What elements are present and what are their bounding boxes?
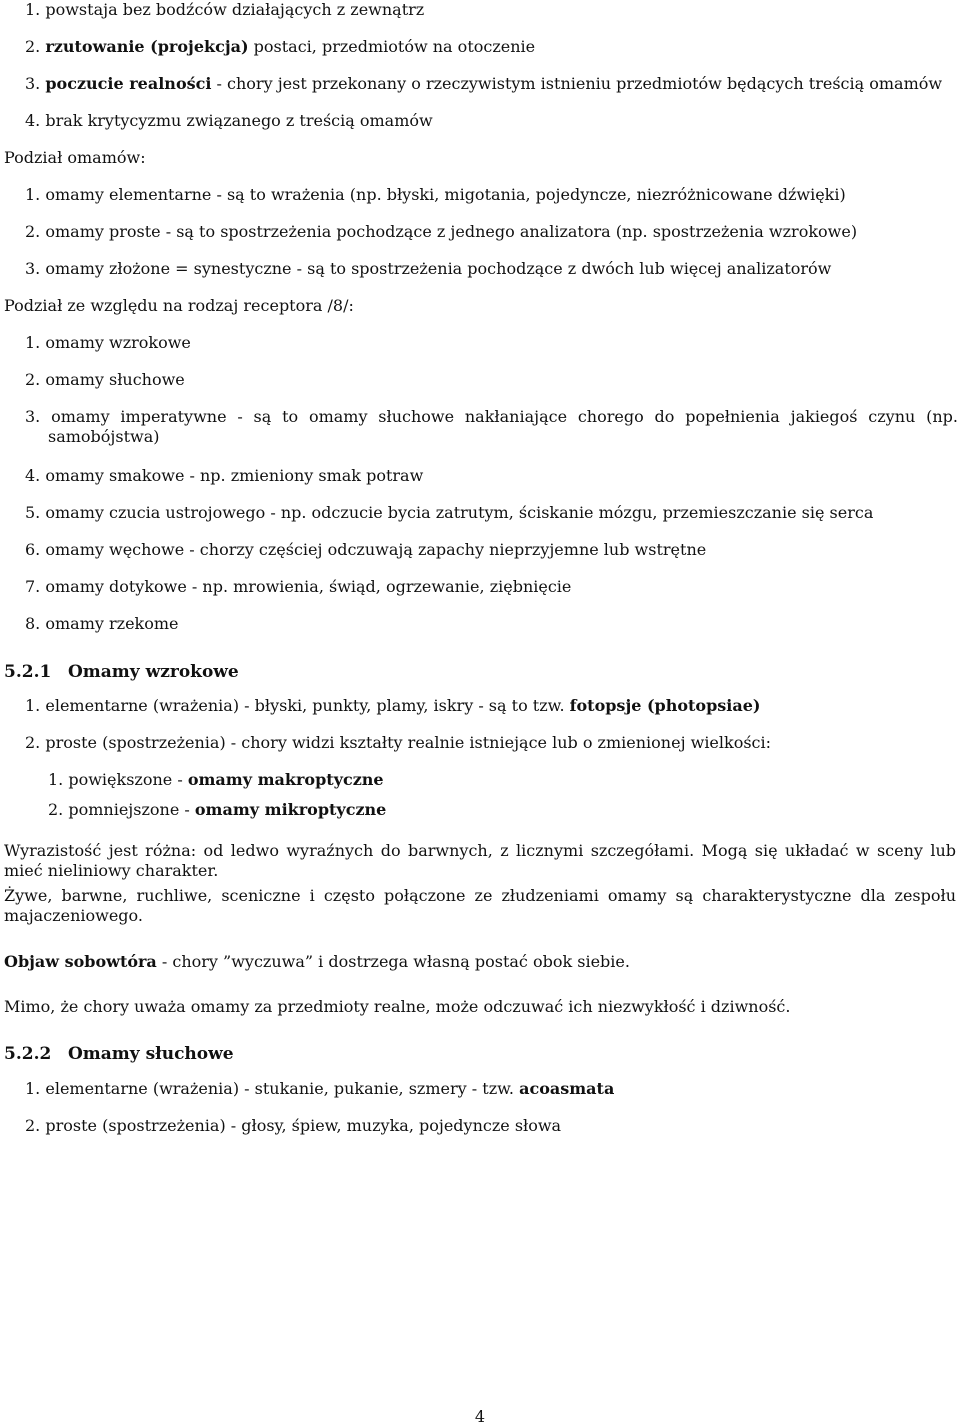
visual-item-2: 2. proste (spostrzeżenia) - chory widzi kształty realnie istniejące lub o zmienionej wielkości: [25, 733, 772, 752]
receptor-item-4: 4. omamy smakowe - np. zmieniony smak potraw [25, 466, 424, 485]
item-bold-term: omamy makroptyczne [187, 770, 384, 789]
item-text: 2. pomniejszone - [48, 800, 195, 819]
section-title: Omamy słuchowe [68, 1044, 234, 1064]
list-number: 4. [25, 111, 41, 130]
auditory-item-2: 2. proste (spostrzeżenia) - głosy, śpiew, muzyka, pojedyncze słowa [25, 1116, 562, 1135]
list-text: - chory jest przekonany o rzeczywistym istnieniu przedmiotów będących treścią omamów [211, 74, 943, 93]
paragraph-realness: Mimo, że chory uważa omamy za przedmioty realne, może odczuwać ich niezwykłość i dziwność. [4, 997, 791, 1016]
paragraph-delirium: Żywe, barwne, ruchliwe, sceniczne i często połączone ze złudzeniami omamy są charakterystyczne dla zespołu majaczeniowego. [4, 886, 956, 925]
receptor-item-3: 3. omamy imperatywne - są to omamy słuchowe nakłaniające chorego do popełnienia jakiegoś czynu (np. samobójstwa) [25, 407, 958, 446]
item-text: 1. elementarne (wrażenia) - błyski, punkty, plamy, iskry - są to tzw. [25, 696, 570, 715]
paragraph-doppelganger [4, 952, 630, 972]
list-text: powstaja bez bodźców działających z zewnątrz [45, 0, 425, 19]
top-list-item-2 [25, 37, 535, 57]
division-item-1: 1. omamy elementarne - są to wrażenia (np. błyski, migotania, pojedyncze, niezróżnicowane dźwięki) [25, 185, 846, 204]
division-item-2: 2. omamy proste - są to spostrzeżenia pochodzące z jednego analizatora (np. spostrzeżenia wzrokowe) [25, 222, 858, 241]
receptor-item-1: 1. omamy wzrokowe [25, 333, 191, 352]
visual-subitem-2 [48, 800, 386, 820]
list-bold-term: rzutowanie (projekcja) [45, 37, 249, 56]
list-number: 2. [25, 37, 41, 56]
receptor-item-6: 6. omamy węchowe - chorzy częściej odczuwają zapachy nieprzyjemne lub wstrętne [25, 540, 707, 559]
top-list-item-1 [25, 0, 424, 20]
list-number: 1. [25, 0, 41, 19]
section-heading-5-2-2 [4, 1044, 234, 1064]
page-number: 4 [474, 1407, 486, 1426]
section-number: 5.2.1 [4, 662, 52, 682]
receptor-item-2: 2. omamy słuchowe [25, 370, 185, 389]
list-text: brak krytycyzmu związanego z treścią omamów [45, 111, 433, 130]
auditory-item-1 [25, 1079, 614, 1099]
top-list-item-3 [25, 74, 942, 94]
division-heading: Podział omamów: [4, 148, 146, 167]
list-number: 3. [25, 74, 41, 93]
paragraph-text: - chory ”wyczuwa” i dostrzega własną postać obok siebie. [156, 952, 630, 971]
receptor-item-7: 7. omamy dotykowe - np. mrowienia, świąd, ogrzewanie, ziębnięcie [25, 577, 572, 596]
item-bold-term: acoasmata [519, 1079, 615, 1098]
top-list-item-4 [25, 111, 433, 131]
receptor-heading: Podział ze względu na rodzaj receptora /8/: [4, 296, 354, 315]
receptor-item-5: 5. omamy czucia ustrojowego - np. odczucie bycia zatrutym, ściskanie mózgu, przemieszczanie się serca [25, 503, 874, 522]
paragraph-clarity: Wyrazistość jest różna: od ledwo wyraźnych do barwnych, z licznymi szczegółami. Mogą się układać w sceny lub mieć nieliniowy charakter. [4, 841, 956, 880]
item-text: 1. powiększone - [48, 770, 188, 789]
visual-subitem-1 [48, 770, 384, 790]
division-item-3: 3. omamy złożone = synestyczne - są to spostrzeżenia pochodzące z dwóch lub więcej analizatorów [25, 259, 832, 278]
section-number: 5.2.2 [4, 1044, 52, 1064]
section-title: Omamy wzrokowe [68, 662, 239, 682]
list-bold-term: poczucie realności [45, 74, 212, 93]
term-bold: Objaw sobowtóra [4, 952, 157, 971]
item-text: 1. elementarne (wrażenia) - stukanie, pukanie, szmery - tzw. [25, 1079, 520, 1098]
receptor-item-8: 8. omamy rzekome [25, 614, 179, 633]
item-bold-term: fotopsje (photopsiae) [569, 696, 761, 715]
list-text: postaci, przedmiotów na otoczenie [248, 37, 536, 56]
section-heading-5-2-1 [4, 662, 239, 682]
visual-item-1 [25, 696, 761, 716]
item-bold-term: omamy mikroptyczne [194, 800, 387, 819]
